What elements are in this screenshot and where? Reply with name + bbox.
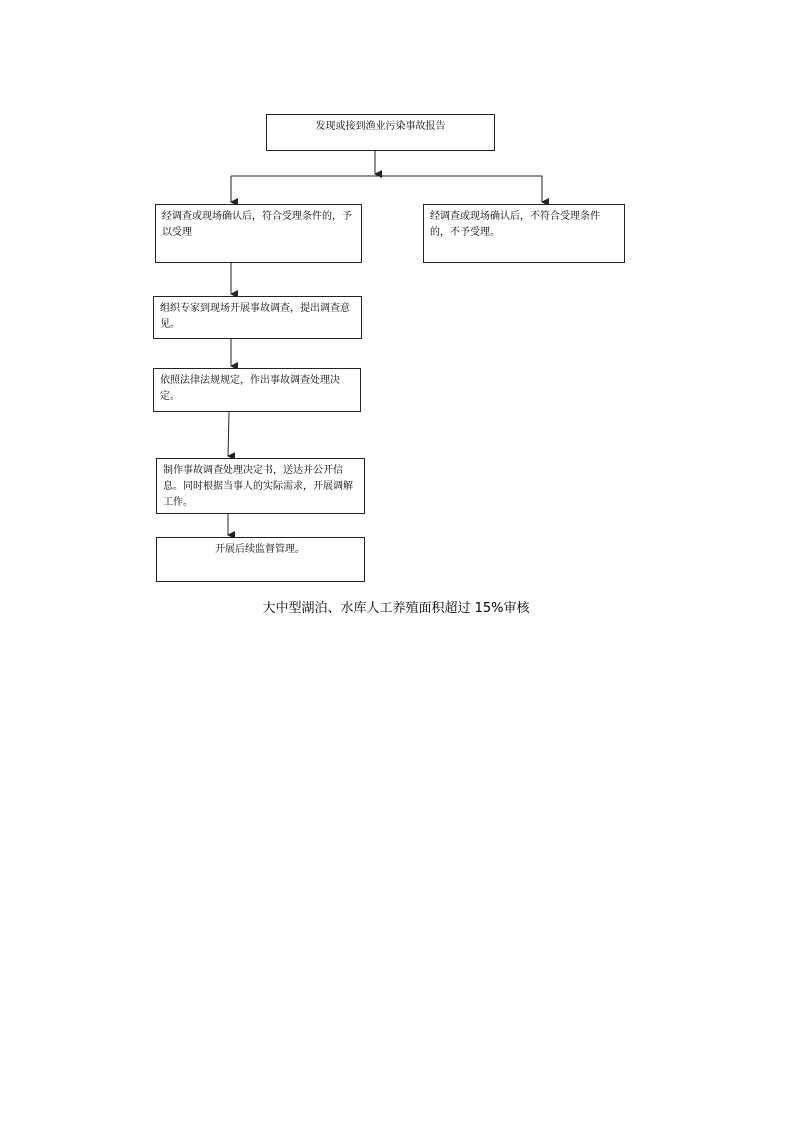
- start-report-text: 发现或接到渔业污染事故报告: [315, 121, 446, 132]
- issue-text: 制作事故调查处理决定书，送达并公开信息。同时根据当事人的实际需求，开展调解工作。: [163, 465, 353, 508]
- accept-text: 经调查或现场确认后，符合受理条件的，予以受理: [162, 211, 352, 238]
- decide-box: [153, 368, 361, 412]
- supervise-text: 开展后续监督管理。: [215, 544, 305, 555]
- supervise-box: [156, 537, 365, 582]
- investigate-text: 组织专家到现场开展事故调查，提出调查意见。: [160, 303, 350, 330]
- decide-text: 依照法律法规规定，作出事故调查处理决定。: [160, 375, 340, 402]
- arrow-decide-to-issue: [228, 412, 229, 456]
- reject-text: 经调查或现场确认后，不符合受理条件的，不予受理。: [430, 211, 600, 238]
- issue-box: [156, 458, 365, 514]
- figure-caption: 大中型湖泊、水库人工养殖面积超过 15%审核: [262, 601, 530, 616]
- accept-box: [155, 204, 362, 263]
- investigate-box: [153, 296, 362, 339]
- reject-box: [423, 204, 625, 263]
- start-report-box: [266, 114, 495, 151]
